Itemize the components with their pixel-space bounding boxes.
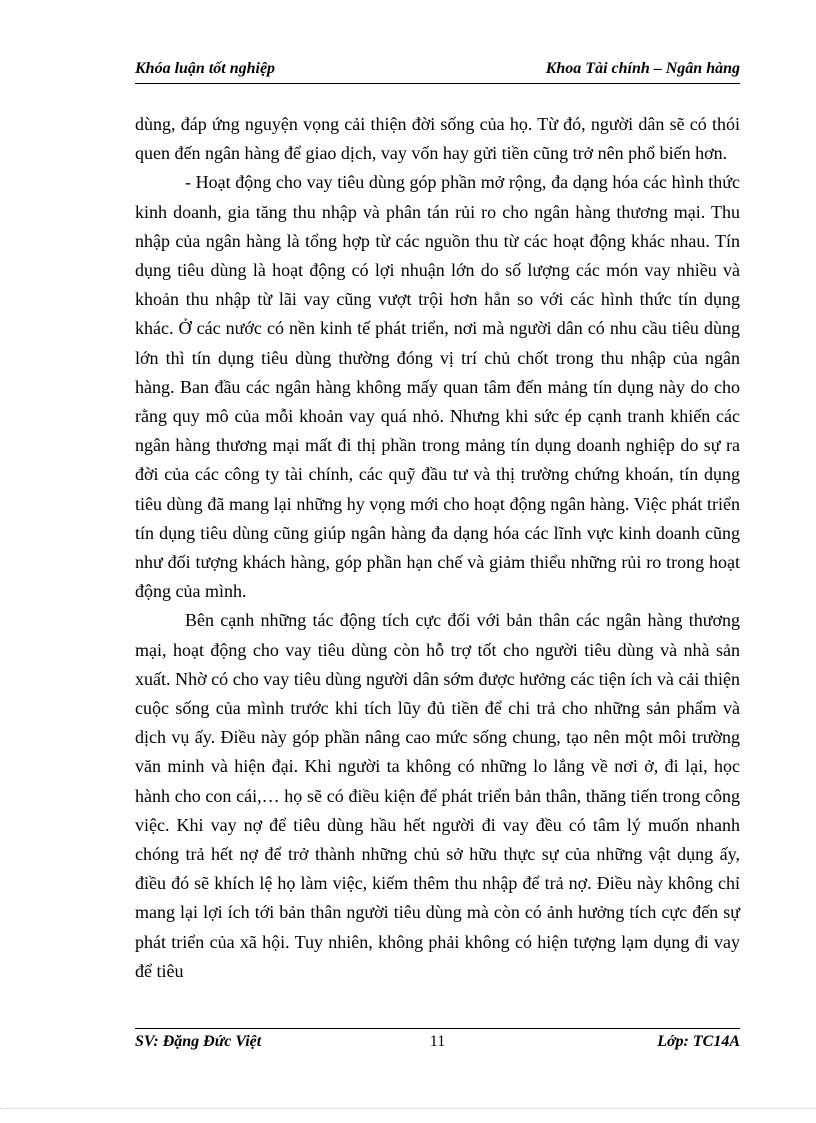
paragraph-positive-impacts: Bên cạnh những tác động tích cực đối với bản thân các ngân hàng thương mại, hoạt động cho vay tiêu dùng còn hỗ trợ tốt cho người tiêu dùng và nhà sản xuất. Nhờ có cho vay tiêu dùng người dân sớm được hưởng các tiện ích và cải thiện cuộc sống của mình trước khi tích lũy đủ tiền để chi trả cho những sản phẩm và dịch vụ ấy. Điều này góp phần nâng cao mức sống chung, tạo nên một môi trường văn minh và hiện đại. Khi người ta không có những lo lắng về nơi ở, đi lại, học hành cho con cái,… họ sẽ có điều kiện để phát triển bản thân, thăng tiến trong công việc. Khi vay nợ để tiêu dùng hầu hết người đi vay đều có tâm lý muốn nhanh chóng trả hết nợ để trở thành những chủ sở hữu thực sự của những vật dụng ấy, điều đó sẽ khích lệ họ làm việc, kiếm thêm thu nhập để trả nợ. Điều này không chỉ mang lại lợi ích tới bản thân người tiêu dùng mà còn có ảnh hưởng tích cực đến sự phát triển của xã hội. Tuy nhiên, không phải không có hiện tượng lạm dụng đi vay để tiêu <box>135 610 740 981</box>
header-thesis-label: Khóa luận tốt nghiệp <box>135 60 276 77</box>
footer-class-code: Lớp: TC14A <box>657 1033 740 1050</box>
header-faculty-label: Khoa Tài chính – Ngân hàng <box>545 60 740 77</box>
footer-student-name: SV: Đặng Đức Việt <box>135 1033 262 1050</box>
page-boundary-divider <box>0 1108 816 1109</box>
page-header <box>135 57 740 84</box>
footer-page-number: 11 <box>429 1033 446 1050</box>
paragraph-bullet-consumer-lending: - Hoạt động cho vay tiêu dùng góp phần mở rộng, đa dạng hóa các hình thức kinh doanh, gia tăng thu nhập và phân tán rủi ro cho ngân hàng thương mại. Thu nhập của ngân hàng là tổng hợp từ các nguồn thu từ các hoạt động khác nhau. Tín dụng tiêu dùng là hoạt động có lợi nhuận lớn do số lượng các món vay nhiều và khoản thu nhập từ lãi vay cũng vượt trội hơn hẳn so với các hình thức tín dụng khác. Ở các nước có nền kinh tế phát triển, nơi mà người dân có nhu cầu tiêu dùng lớn thì tín dụng tiêu dùng thường đóng vị trí chủ chốt trong thu nhập của ngân hàng. Ban đầu các ngân hàng không mấy quan tâm đến mảng tín dụng này do cho rằng quy mô của mỗi khoản vay quá nhỏ. Nhưng khi sức ép cạnh tranh khiến các ngân hàng thương mại mất đi thị phần trong mảng tín dụng doanh nghiệp do sự ra đời của các công ty tài chính, các quỹ đầu tư và thị trường chứng khoán, tín dụng tiêu dùng đã mang lại những hy vọng mới cho hoạt động ngân hàng. Việc phát triển tín dụng tiêu dùng cũng giúp ngân hàng đa dạng hóa các lĩnh vực kinh doanh cũng như đối tượng khách hàng, góp phần hạn chế và giảm thiểu những rủi ro trong hoạt động của mình. <box>135 172 740 602</box>
paragraph-continuation: dùng, đáp ứng nguyện vọng cải thiện đời sống của họ. Từ đó, người dân sẽ có thói quen đến ngân hàng để giao dịch, vay vốn hay gửi tiền cũng trở nên phổ biến hơn. <box>135 114 740 164</box>
page-footer <box>135 1028 740 1053</box>
document-body <box>135 110 740 986</box>
